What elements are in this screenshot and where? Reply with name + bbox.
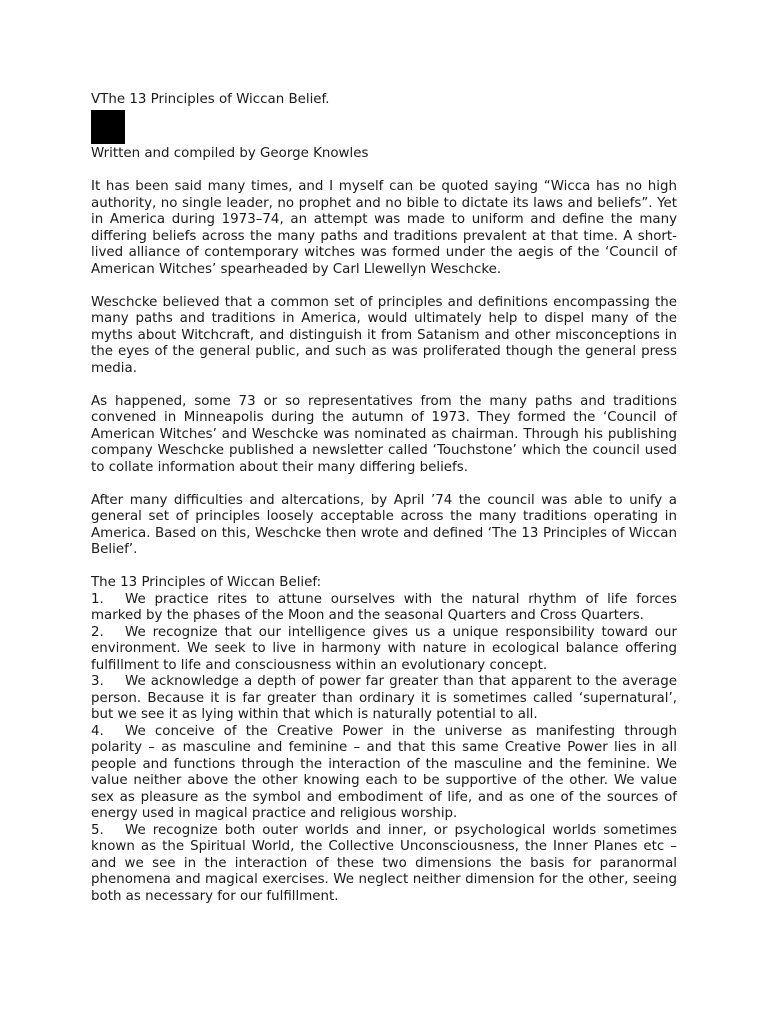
principle-text: We recognize that our intelligence gives us a unique responsibility toward our environment. We seek to live in harmony with nature in ecological balance offering fulfillment to life and consciousness within an evolutionary concept. xyxy=(91,624,677,673)
principle-text: We conceive of the Creative Power in the universe as manifesting through polarity – as masculine and feminine – and that this same Creative Power lies in all people and functions through the interaction of the masculine and the feminine. We value neither above the other knowing each to be supportive of the other. We value sex as pleasure as the symbol and embodiment of life, and as one of the sources of energy used in magical practice and religious worship. xyxy=(91,723,677,821)
document-title: VThe 13 Principles of Wiccan Belief. xyxy=(91,92,330,107)
principle-text: We practice rites to attune ourselves with the natural rhythm of life forces marked by the phases of the Moon and the seasonal Quarters and Cross Quarters. xyxy=(91,591,677,623)
principle-number: 4. xyxy=(91,723,104,739)
principle-item xyxy=(91,823,677,906)
byline: Written and compiled by George Knowles xyxy=(91,145,369,161)
principle-number: 5. xyxy=(91,822,104,838)
principle-number: 3. xyxy=(91,674,104,689)
principle-text: We acknowledge a depth of power far greater than that apparent to the average person. Because it is far greater than ordinary it is sometimes called ‘supernatural’, but we see it as lying within that which is naturally potential to all. xyxy=(91,674,677,722)
paragraph-council: As happened, some 73 or so representatives from the many paths and traditions convened in Minneapolis during the autumn of 1973. They formed the ‘Council of American Witches’ and Weschcke was nominated as chairman. Through his publishing company Weschcke published a newsletter called ‘Touchstone’ which the council used to collate information about their many differing beliefs. xyxy=(91,393,677,475)
principle-item xyxy=(91,674,677,724)
principle-number: 1. xyxy=(91,591,104,607)
principle-number: 2. xyxy=(91,624,104,640)
principle-item xyxy=(91,625,677,675)
paragraph-april: After many difficulties and altercations, by April ’74 the council was able to unify a general set of principles loosely acceptable across the many traditions operating in America. Based on this, Weschcke then wrote and defined ‘The 13 Principles of Wiccan Belief’. xyxy=(91,492,677,557)
principle-item xyxy=(91,592,677,625)
paragraph-weschcke: Weschcke believed that a common set of principles and definitions encompassing the many paths and traditions in America, would ultimately help to dispel many of the myths about Witchcraft, and distinguish it from Satanism and other misconceptions in the eyes of the general public, and such as was proliferated though the general press media. xyxy=(91,294,677,376)
principle-item xyxy=(91,724,677,823)
document-page xyxy=(91,92,677,905)
paragraph-intro: It has been said many times, and I myself can be quoted saying “Wicca has no high authority, no single leader, no prophet and no bible to dictate its laws and beliefs”. Yet in America during 1973–74, an attempt was made to uniform and define the many differing beliefs across the many paths and traditions prevalent at that time. A short-lived alliance of contemporary witches was formed under the aegis of the ‘Council of American Witches’ spearheaded by Carl Llewellyn Weschcke. xyxy=(91,179,677,277)
principle-text: We recognize both outer worlds and inner, or psychological worlds sometimes known as the Spiritual World, the Collective Unconsciousness, the Inner Planes etc – and we see in the interaction of these two dimensions the basis for paranormal phenomena and magical exercises. We neglect neither dimension for the other, seeing both as necessary for our fulfillment. xyxy=(91,822,677,904)
principles-list xyxy=(91,592,677,906)
principles-heading: The 13 Principles of Wiccan Belief: xyxy=(91,575,322,590)
redaction-block xyxy=(91,110,125,144)
